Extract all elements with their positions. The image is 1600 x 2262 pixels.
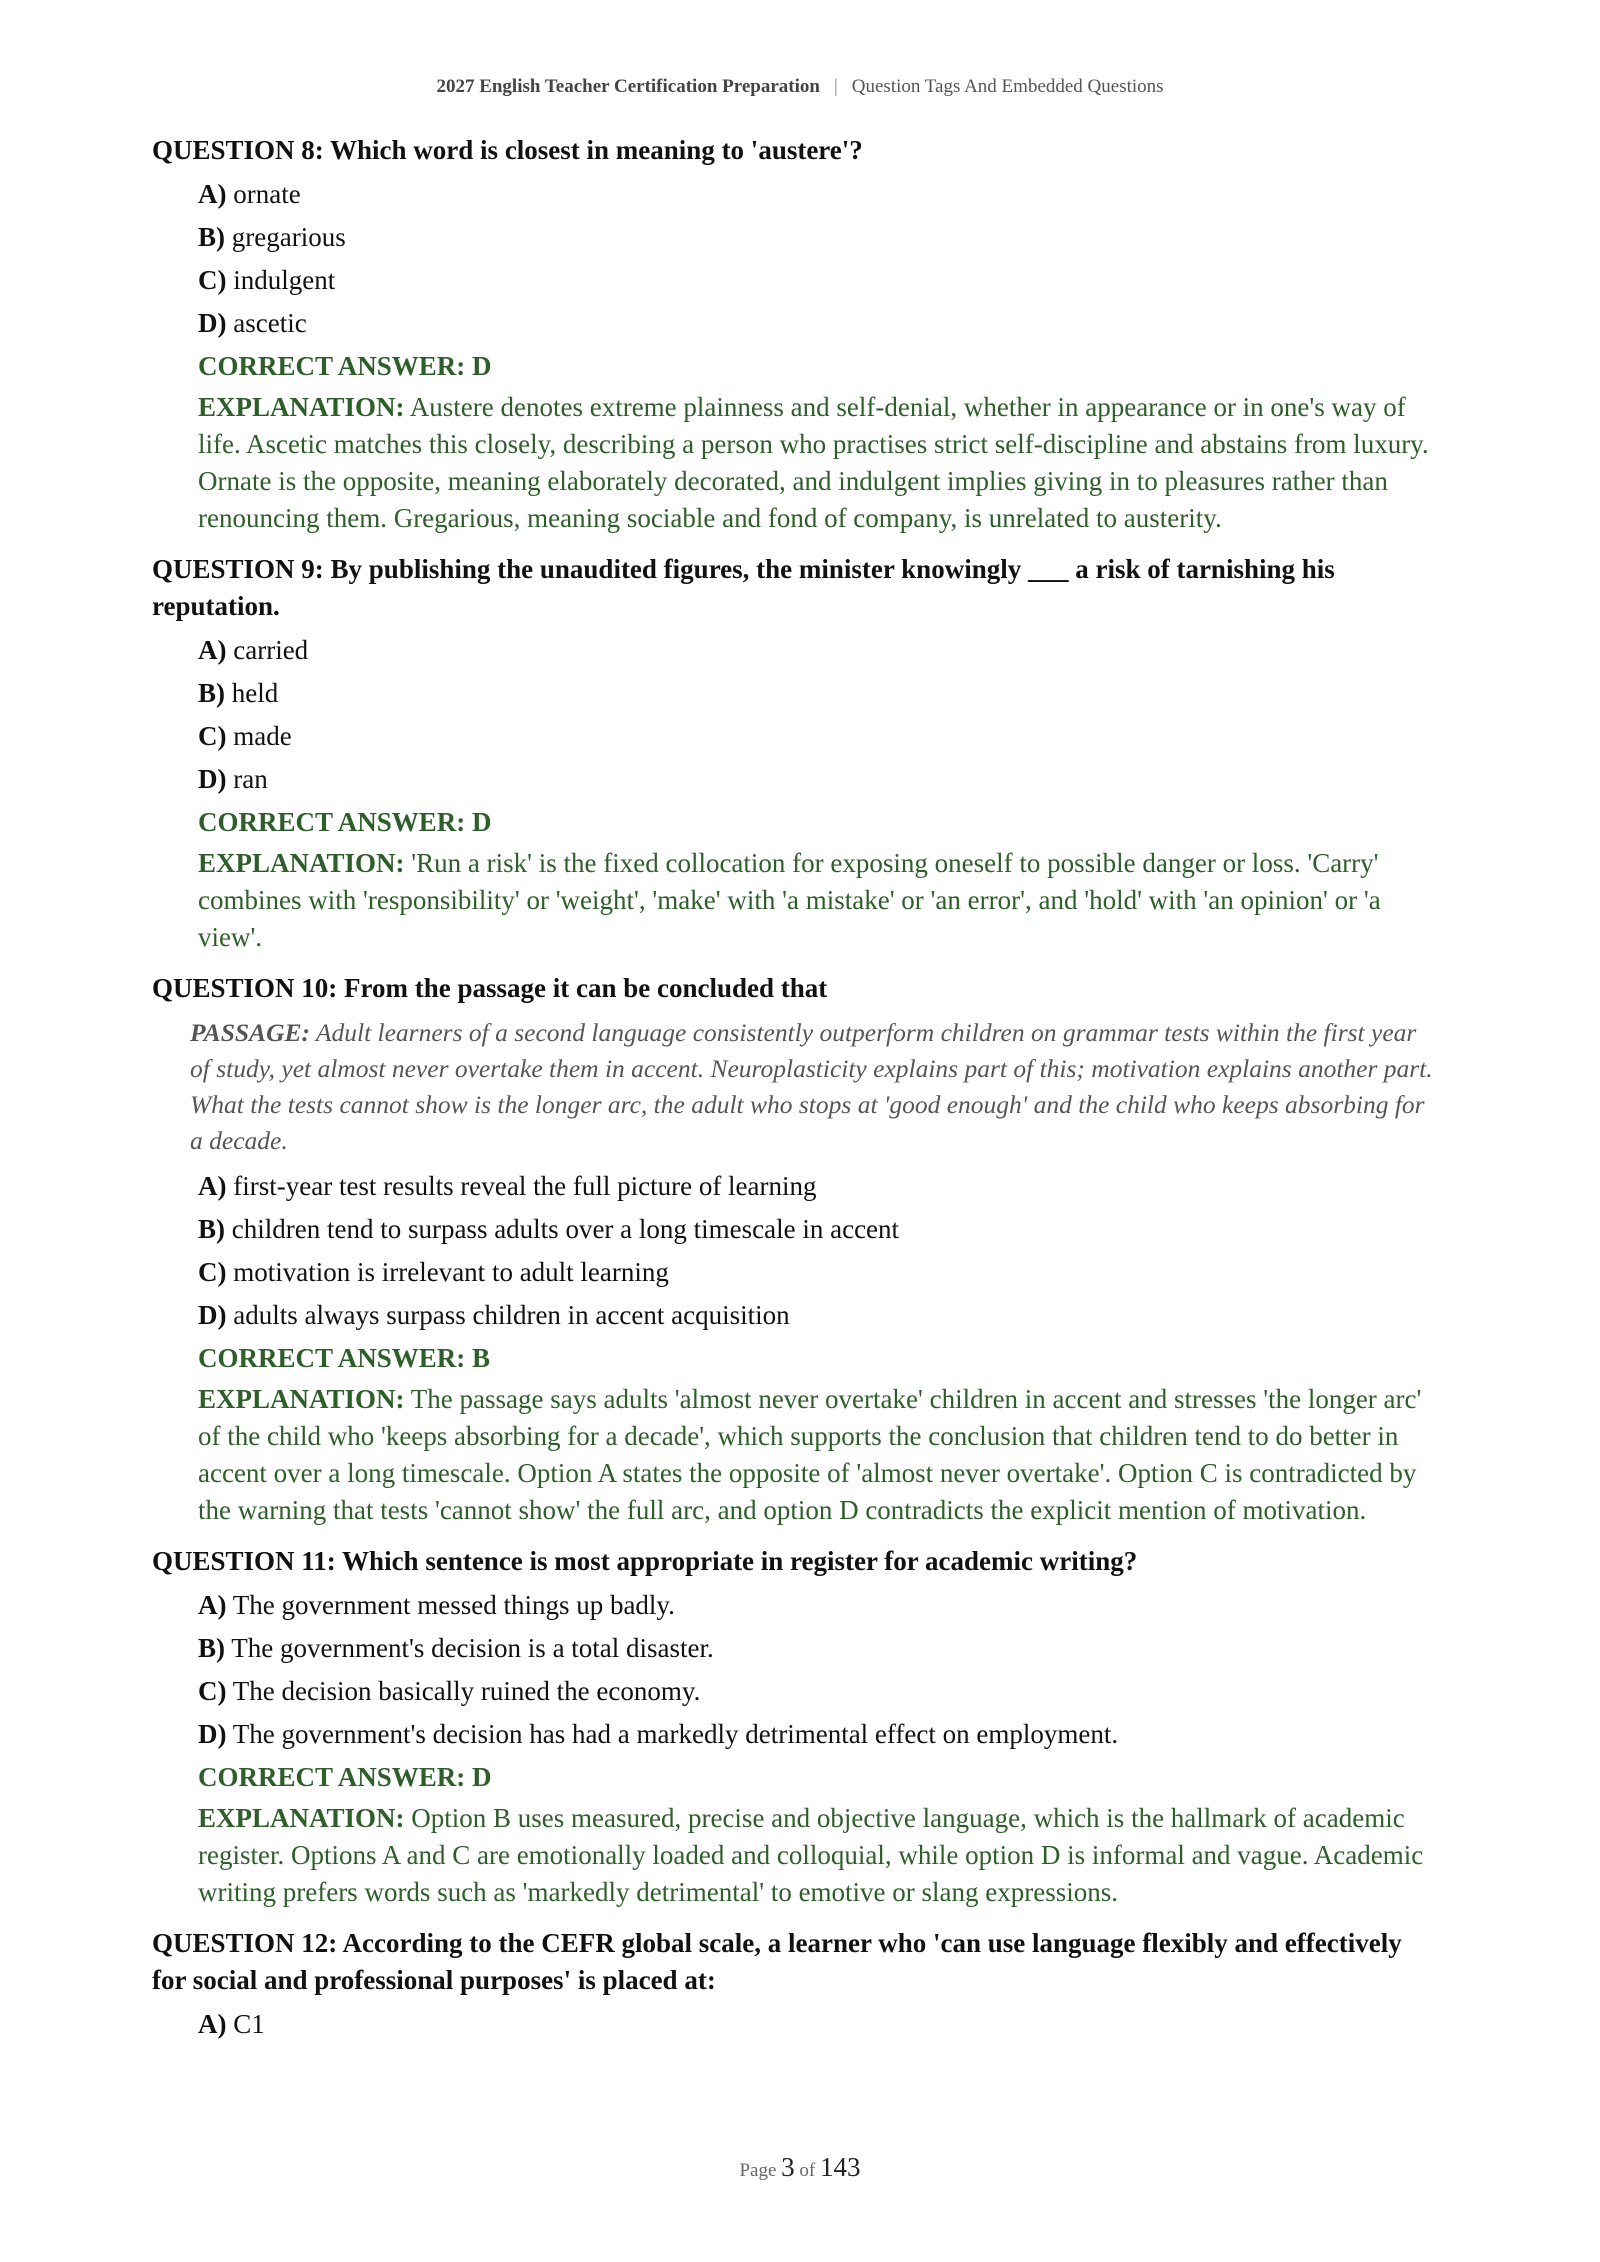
option-letter: C) [198, 1676, 227, 1706]
question-title: QUESTION 12: According to the CEFR global scale, a learner who 'can use language flexibly and effectively for social and professional purposes' is placed at: [152, 1928, 1402, 1995]
option-b [198, 1208, 1442, 1251]
of-word: of [799, 2160, 816, 2181]
page-word: Page [739, 2160, 777, 2181]
option-a [198, 629, 1442, 672]
explanation-label: EXPLANATION: [198, 392, 405, 422]
option-text: ascetic [233, 308, 307, 338]
option-d [198, 302, 1442, 345]
option-d [198, 1294, 1442, 1337]
correct-answer: CORRECT ANSWER: B [198, 1343, 491, 1373]
option-d [198, 758, 1442, 801]
option-text: gregarious [231, 222, 346, 252]
option-d [198, 1713, 1442, 1756]
option-c [198, 1251, 1442, 1294]
explanation-text: Austere denotes extreme plainness and self-denial, whether in appearance or in one's way of life. Ascetic matches this closely, describing a person who practises strict self-discipline and abstains from luxury. Ornate is the opposite, meaning elaborately decorated, and indulgent implies giving in to pleasures rather than renouncing them. Gregarious, meaning sociable and fond of company, is unrelated to austerity. [198, 392, 1429, 533]
option-a [198, 1584, 1442, 1627]
option-text: indulgent [233, 265, 336, 295]
option-text: The decision basically ruined the economy. [232, 1676, 701, 1706]
option-text: ran [233, 764, 268, 794]
correct-answer: CORRECT ANSWER: D [198, 351, 492, 381]
option-c [198, 259, 1442, 302]
reading-passage [190, 1015, 1442, 1159]
option-letter: B) [198, 1633, 225, 1663]
option-text: The government's decision has had a markedly detrimental effect on employment. [232, 1719, 1119, 1749]
option-letter: A) [198, 2009, 227, 2039]
book-title: 2027 English Teacher Certification Preparation [436, 76, 820, 97]
option-b [198, 672, 1442, 715]
option-letter: D) [198, 764, 227, 794]
option-letter: C) [198, 265, 227, 295]
explanation-text: 'Run a risk' is the fixed collocation for exposing oneself to possible danger or loss. 'Carry' combines with 'responsibility' or 'weight', 'make' with 'a mistake' or 'an error', and 'hold' with 'an opinion' or 'a view'. [198, 848, 1381, 952]
option-a [198, 1165, 1442, 1208]
explanation-text: Option B uses measured, precise and objective language, which is the hallmark of academic register. Options A and C are emotionally loaded and colloquial, while option D is informal and vague. Academic writing prefers words such as 'markedly detrimental' to emotive or slang expressions. [198, 1803, 1424, 1907]
option-letter: C) [198, 721, 227, 751]
option-text: motivation is irrelevant to adult learning [233, 1257, 669, 1287]
option-letter: A) [198, 179, 227, 209]
correct-answer: CORRECT ANSWER: D [198, 1762, 492, 1792]
option-text: first-year test results reveal the full picture of learning [233, 1171, 817, 1201]
option-text: The government's decision is a total disaster. [231, 1633, 714, 1663]
question-title: QUESTION 8: Which word is closest in meaning to 'austere'? [152, 135, 863, 165]
option-text: C1 [233, 2009, 265, 2039]
question-title: QUESTION 10: From the passage it can be concluded that [152, 973, 828, 1003]
page-content [152, 132, 1442, 2060]
option-c [198, 715, 1442, 758]
option-letter: B) [198, 222, 225, 252]
explanation-label: EXPLANATION: [198, 1803, 405, 1833]
question-8 [152, 132, 1442, 537]
option-b [198, 216, 1442, 259]
option-letter: A) [198, 635, 227, 665]
page-number: 3 [781, 2152, 795, 2182]
explanation-label: EXPLANATION: [198, 1384, 405, 1414]
option-a [198, 173, 1442, 216]
question-9 [152, 551, 1442, 956]
question-11 [152, 1543, 1442, 1911]
page-footer [0, 2152, 1600, 2183]
header-separator: | [833, 76, 838, 97]
option-text: The government messed things up badly. [232, 1590, 675, 1620]
option-text: made [233, 721, 292, 751]
option-letter: B) [198, 678, 225, 708]
option-text: children tend to surpass adults over a long timescale in accent [231, 1214, 900, 1244]
option-text: ornate [233, 179, 301, 209]
section-title: Question Tags And Embedded Questions [851, 76, 1164, 97]
option-b [198, 1627, 1442, 1670]
explanation [198, 1800, 1442, 1911]
option-text: adults always surpass children in accent acquisition [233, 1300, 790, 1330]
question-title: QUESTION 11: Which sentence is most appropriate in register for academic writing? [152, 1546, 1138, 1576]
running-header [0, 76, 1600, 98]
option-letter: D) [198, 308, 227, 338]
correct-answer: CORRECT ANSWER: D [198, 807, 492, 837]
explanation [198, 389, 1442, 537]
question-10 [152, 970, 1442, 1529]
explanation-text: The passage says adults 'almost never overtake' children in accent and stresses 'the longer arc' of the child who 'keeps absorbing for a decade', which supports the conclusion that children tend to do better in accent over a long timescale. Option A states the opposite of 'almost never overtake'. Option C is contradicted by the warning that tests 'cannot show' the full arc, and option D contradicts the explicit mention of motivation. [198, 1384, 1422, 1525]
question-title: QUESTION 9: By publishing the unaudited figures, the minister knowingly ___ a risk of tarnishing his reputation. [152, 554, 1335, 621]
question-12 [152, 1925, 1442, 2046]
option-c [198, 1670, 1442, 1713]
option-letter: A) [198, 1171, 227, 1201]
explanation [198, 1381, 1442, 1529]
option-letter: C) [198, 1257, 227, 1287]
option-text: held [231, 678, 279, 708]
option-text: carried [233, 635, 309, 665]
explanation-label: EXPLANATION: [198, 848, 405, 878]
total-pages: 143 [820, 2152, 861, 2182]
option-letter: A) [198, 1590, 227, 1620]
passage-label: PASSAGE: [190, 1018, 310, 1047]
option-a [198, 2003, 1442, 2046]
explanation [198, 845, 1442, 956]
passage-text: Adult learners of a second language consistently outperform children on grammar tests within the first year of study, yet almost never overtake them in accent. Neuroplasticity explains part of this; motivation explains another part. What the tests cannot show is the longer arc, the adult who stops at 'good enough' and the child who keeps absorbing for a decade. [190, 1018, 1433, 1155]
option-letter: D) [198, 1300, 227, 1330]
option-letter: D) [198, 1719, 227, 1749]
option-letter: B) [198, 1214, 225, 1244]
